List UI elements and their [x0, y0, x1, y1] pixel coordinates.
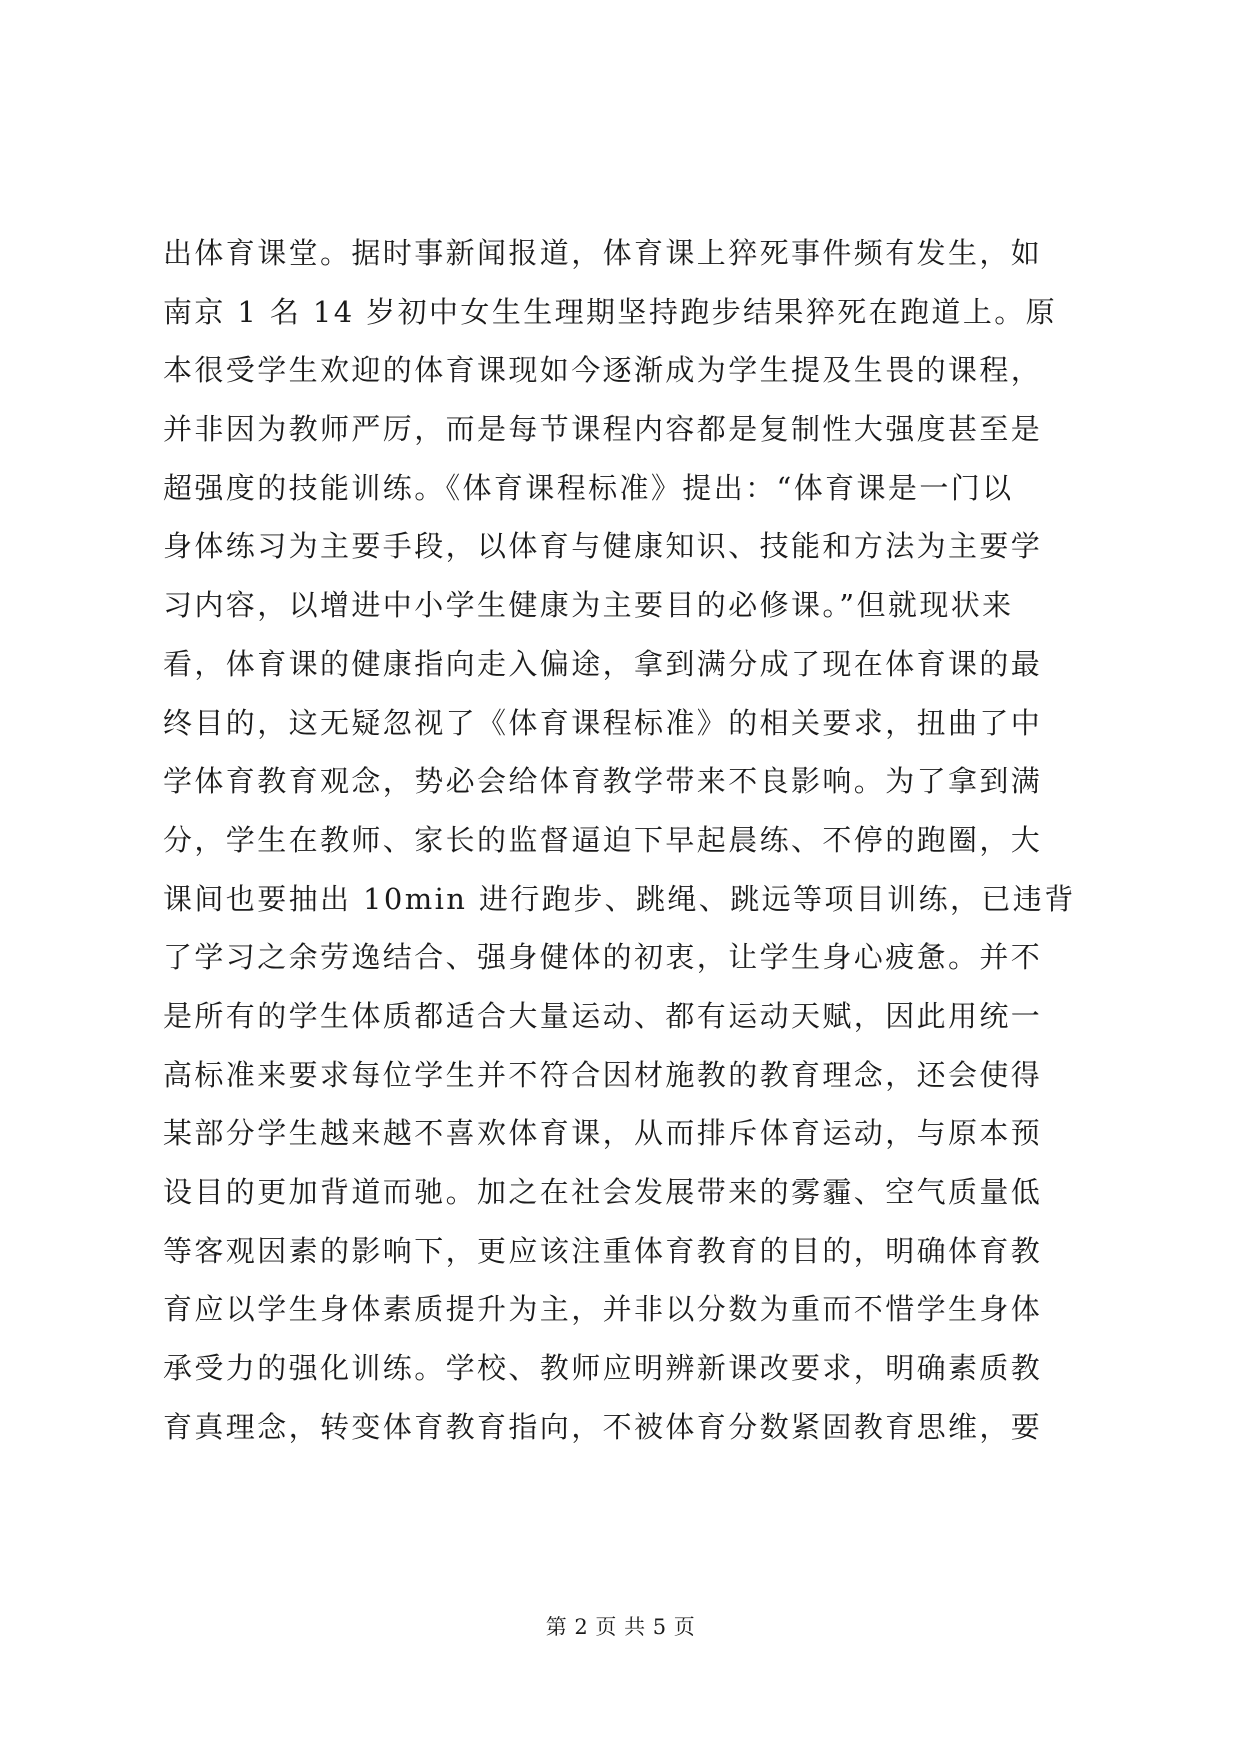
text-line: 育应以学生身体素质提升为主，并非以分数为重而不惜学生身体: [163, 1292, 1043, 1327]
text-line: 分，学生在教师、家长的监督逼迫下早起晨练、不停的跑圈，大: [163, 822, 1043, 857]
text-line: 承受力的强化训练。学校、教师应明辨新课改要求，明确素质教: [163, 1351, 1043, 1386]
text-line: 习内容，以增进中小学生健康为主要目的必修课。”但就现状来: [163, 588, 1014, 623]
text-line: 身体练习为主要手段，以体育与健康知识、技能和方法为主要学: [163, 529, 1043, 564]
text-line: 设目的更加背道而驰。加之在社会发展带来的雾霾、空气质量低: [163, 1175, 1043, 1209]
text-line: 并非因为教师严厉，而是每节课程内容都是复制性大强度甚至是: [163, 412, 1043, 447]
text-line: 等客观因素的影响下，更应该注重体育教育的目的，明确体育教: [163, 1233, 1043, 1268]
text-line: 本很受学生欢迎的体育课现如今逐渐成为学生提及生畏的课程，: [163, 353, 1043, 388]
text-line: 学体育教育观念，势必会给体育教学带来不良影响。为了拿到满: [163, 764, 1043, 799]
text-line: 超强度的技能训练。《体育课程标准》提出：“体育课是一门以: [163, 470, 1014, 505]
text-line: 高标准来要求每位学生并不符合因材施教的教育理念，还会使得: [163, 1057, 1043, 1092]
text-line: 终目的，这无疑忽视了《体育课程标准》的相关要求，扭曲了中: [163, 705, 1043, 740]
text-line: 了学习之余劳逸结合、强身健体的初衷，让学生身心疲惫。并不: [163, 940, 1043, 975]
text-line: 看，体育课的健康指向走入偏途，拿到满分成了现在体育课的最: [163, 646, 1043, 681]
text-line: 出体育课堂。据时事新闻报道，体育课上猝死事件频有发生，如: [163, 236, 1043, 270]
text-line: 课间也要抽出 10min 进行跑步、跳绳、跳远等项目训练，已违背: [163, 881, 1076, 916]
text-line: 某部分学生越来越不喜欢体育课，从而排斥体育运动，与原本预: [163, 1116, 1043, 1151]
page-number-footer: 第 2 页 共 5 页: [545, 1615, 696, 1639]
text-line: 育真理念，转变体育教育指向，不被体育分数紧固教育思维，要: [163, 1409, 1043, 1444]
text-line: 南京 1 名 14 岁初中女生生理期坚持跑步结果猝死在跑道上。原: [163, 294, 1058, 329]
body-text: [163, 224, 1093, 1456]
text-line: 是所有的学生体质都适合大量运动、都有运动天赋，因此用统一: [163, 998, 1043, 1033]
